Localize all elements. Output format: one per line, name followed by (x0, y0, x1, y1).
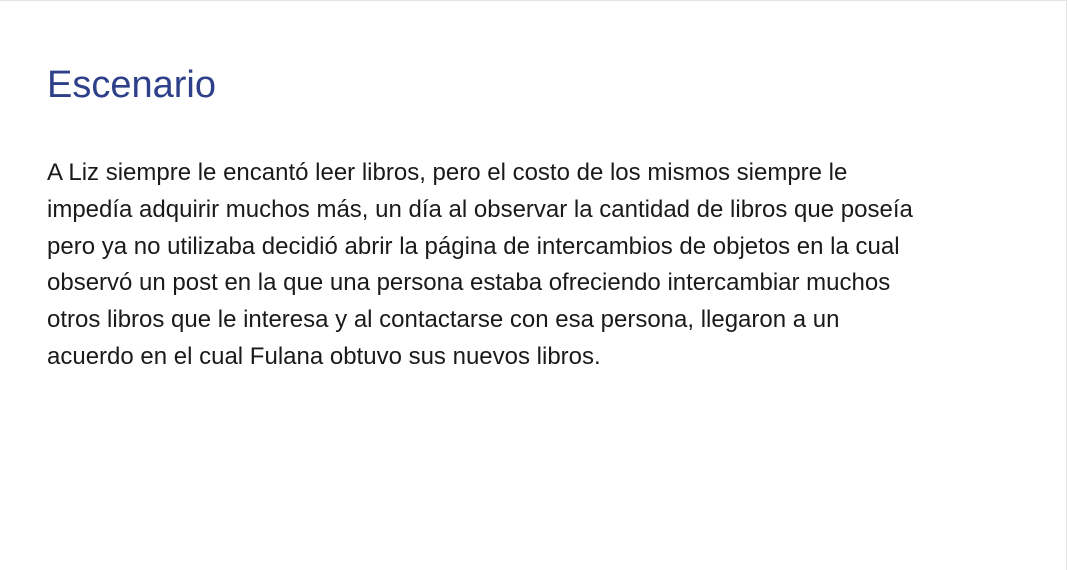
paragraph-line: otros libros que le interesa y al contactarse con esa persona, llegaron a un (47, 306, 840, 334)
paragraph-line: acuerdo en el cual Fulana obtuvo sus nuevos libros. (47, 342, 601, 370)
paragraph-line: pero ya no utilizaba decidió abrir la página de intercambios de objetos en la cual (47, 232, 900, 260)
paragraph-line: A Liz siempre le encantó leer libros, pero el costo de los mismos siempre le (47, 159, 848, 186)
paragraph-line: observó un post en la que una persona estaba ofreciendo intercambiar muchos (47, 269, 891, 297)
page-title: Escenario (47, 64, 216, 106)
scenario-paragraph (47, 155, 1047, 376)
paragraph-line: impedía adquirir muchos más, un día al observar la cantidad de libros que poseía (47, 195, 913, 223)
